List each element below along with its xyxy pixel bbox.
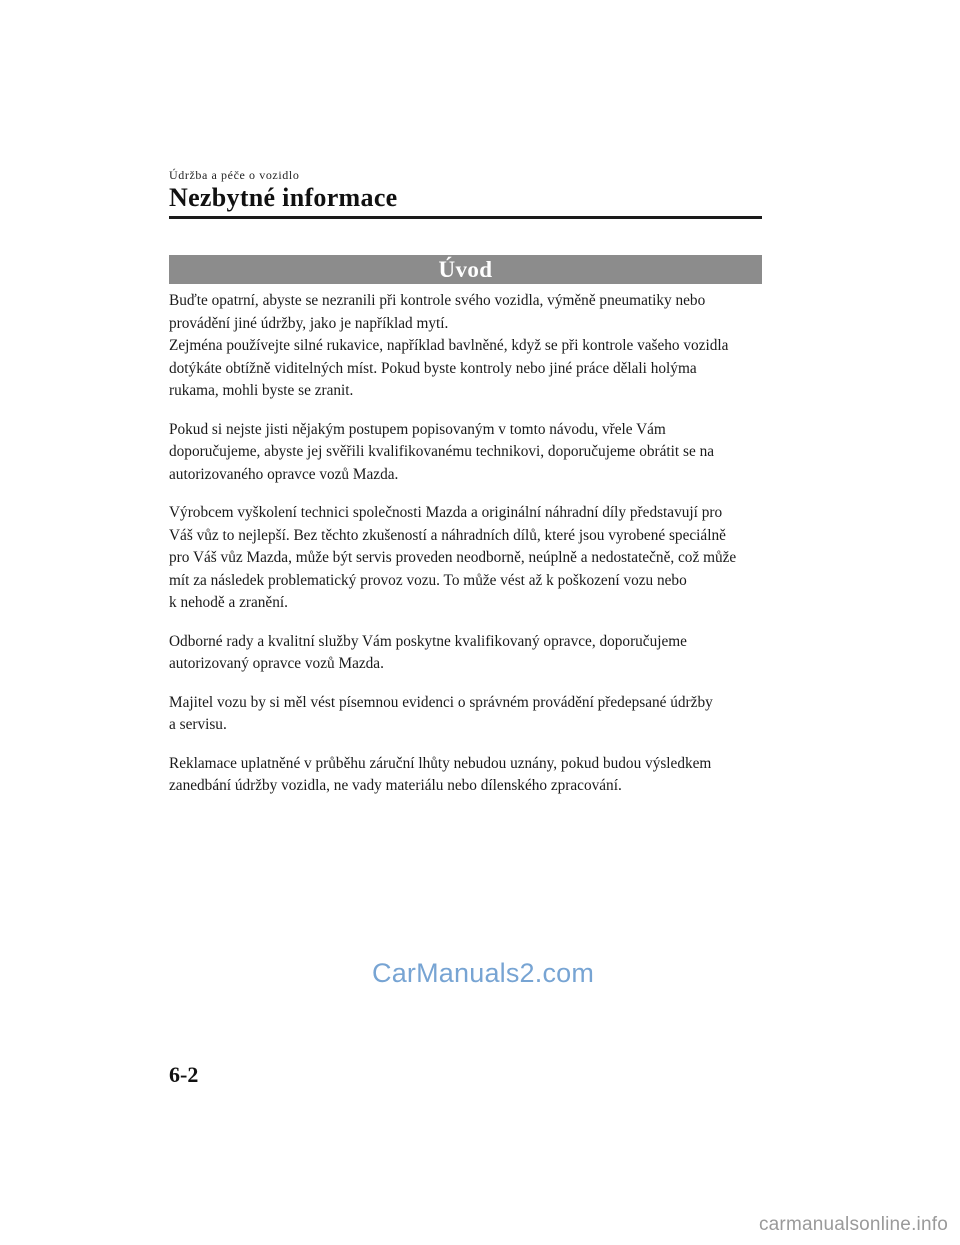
paragraph: Majitel vozu by si měl vést písemnou evidenci o správném provádění předepsané údržby a servisu. (169, 693, 713, 733)
footer-watermark: carmanualsonline.info (758, 1214, 948, 1235)
paragraph: Výrobcem vyškolení technici společnosti Mazda a originální náhradní díly představují pro Váš vůz to nejlepší. Bez těchto zkušeností a náhradních dílů, které jsou vyrobené speciálně pro Váš vůz Mazda, může být servis proveden neodborně, neúplně a nedostatečně, což může mít za následek problematický provoz vozu. To může vést až k poškození vozu nebo k nehodě a zranění. (169, 504, 737, 611)
page-title: Nezbytné informace (169, 183, 398, 212)
breadcrumb: Údržba a péče o vozidlo (169, 168, 300, 182)
title-divider (169, 216, 762, 219)
body-text (169, 290, 765, 814)
section-heading: Úvod (169, 255, 762, 284)
paragraph: Pokud si nejste jisti nějakým postupem popisovaným v tomto návodu, vřele Vám doporučujeme, abyste jej svěřili kvalifikovanému technikovi, doporučujeme obrátit se na autorizovaného opravce vozů Mazda. (169, 420, 715, 483)
page-number: 6-2 (169, 1062, 199, 1087)
paragraph: Odborné rady a kvalitní služby Vám poskytne kvalifikovaný opravce, doporučujeme autorizovaný opravce vozů Mazda. (169, 632, 687, 672)
watermark-logo: CarManuals2.com (372, 958, 595, 988)
paragraph: Reklamace uplatněné v průběhu záruční lhůty nebudou uznány, pokud budou výsledkem zanedbání údržby vozidla, ne vady materiálu nebo dílenského zpracování. (169, 754, 712, 794)
paragraph: Buďte opatrní, abyste se nezranili při kontrole svého vozidla, výměně pneumatiky nebo provádění jiné údržby, jako je například mytí. Zejména používejte silné rukavice, například bavlněné, když se při kontrole vašeho vozidla dotýkáte obtížně viditelných míst. Pokud byste kontroly nebo jiné práce dělali holýma rukama, mohli byste se zranit. (169, 292, 729, 399)
